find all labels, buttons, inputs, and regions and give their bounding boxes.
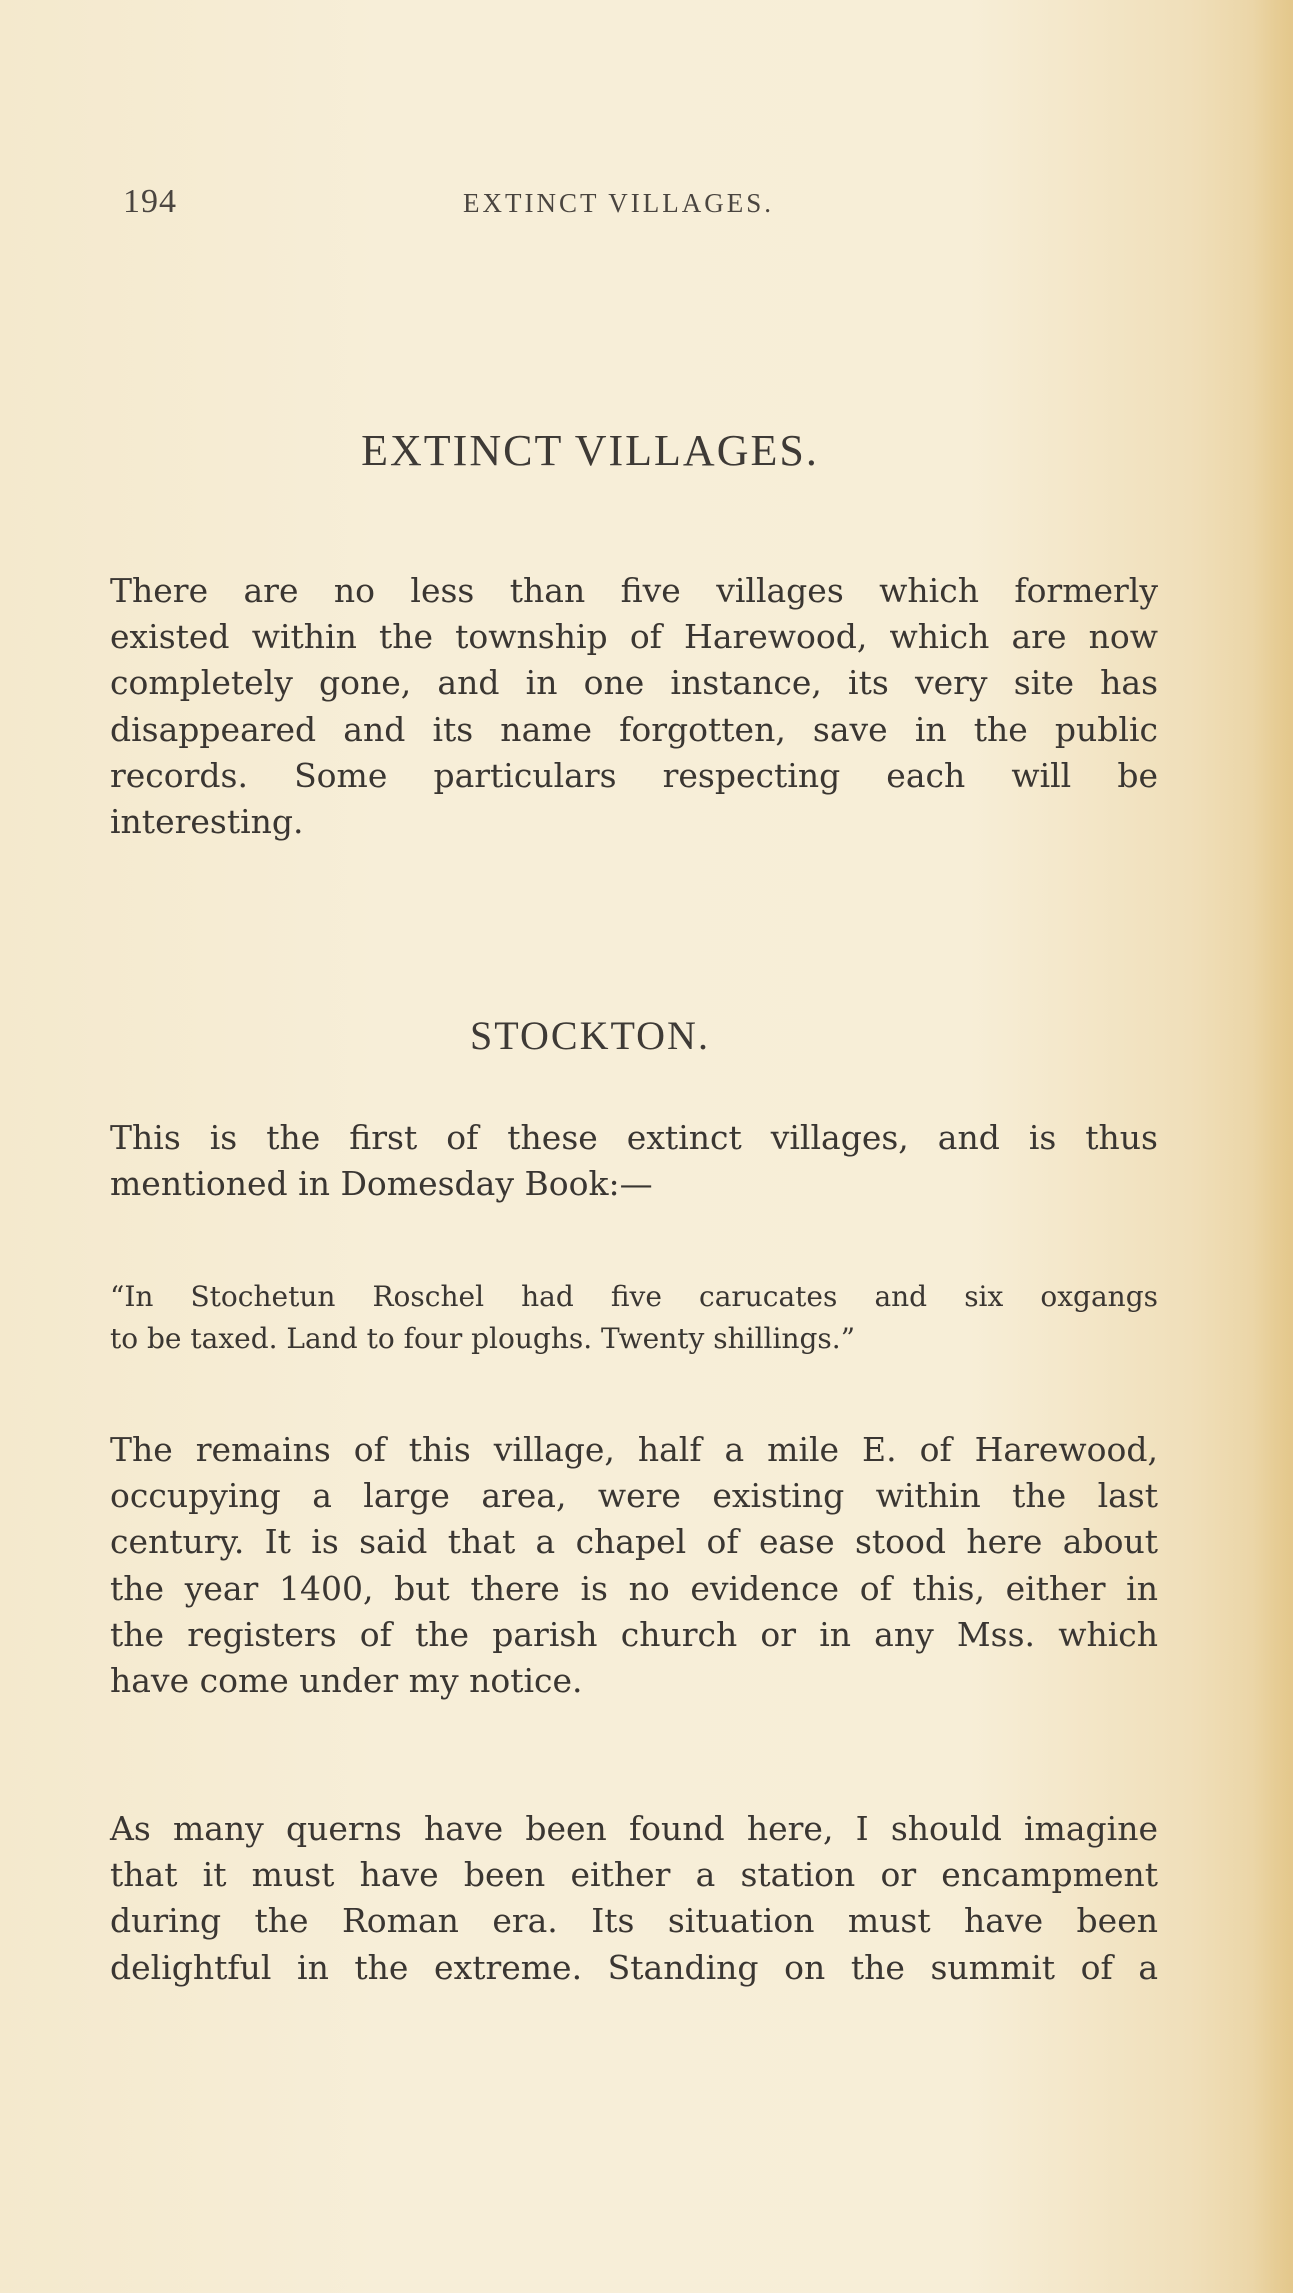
paragraph-remains — [110, 1427, 1158, 1704]
chapter-heading: EXTINCT VILLAGES. — [361, 426, 819, 475]
text-line: occupying a large area, were existing within the last — [110, 1476, 1158, 1516]
paragraph-intro — [110, 568, 1158, 845]
page-number: 194 — [123, 183, 177, 220]
text-line: to be taxed. Land to four ploughs. Twenty shillings.” — [110, 1322, 856, 1355]
text-line: the year 1400, but there is no evidence of this, either in — [110, 1568, 1158, 1608]
text-line: records. Some particulars respecting each will be — [110, 755, 1158, 795]
text-line: The remains of this village, half a mile E. of Harewood, — [110, 1430, 1158, 1469]
running-head — [123, 183, 1203, 233]
paragraph-querns — [110, 1806, 1158, 1991]
paragraph-stockton-intro — [110, 1115, 1158, 1207]
text-line: disappeared and its name forgotten, save in the public — [110, 709, 1158, 749]
section-heading: STOCKTON. — [470, 1013, 710, 1058]
text-line: during the Roman era. Its situation must have been — [110, 1901, 1158, 1941]
text-line: completely gone, and in one instance, its very site has — [110, 663, 1158, 703]
text-line: that it must have been either a station or encampment — [110, 1855, 1158, 1895]
text-line: interesting. — [110, 802, 304, 842]
text-line: mentioned in Domesday Book:— — [110, 1164, 653, 1204]
text-line: As many querns have been found here, I should imagine — [110, 1809, 1158, 1848]
text-line: century. It is said that a chapel of ease stood here about — [110, 1522, 1158, 1562]
text-line: existed within the township of Harewood, which are now — [110, 617, 1158, 657]
page-edge-shading — [1253, 0, 1293, 2293]
paragraph-domesday-quote — [110, 1276, 1158, 1360]
text-line: have come under my notice. — [110, 1661, 583, 1701]
text-line: the registers of the parish church or in any Mss. which — [110, 1614, 1158, 1654]
text-line: “In Stochetun Roschel had five carucates and six oxgangs — [110, 1280, 1158, 1313]
text-line: This is the first of these extinct villages, and is thus — [110, 1118, 1158, 1157]
text-line: delightful in the extreme. Standing on the summit of a — [110, 1947, 1158, 1987]
running-title: EXTINCT VILLAGES. — [463, 188, 774, 218]
text-line: There are no less than five villages which formerly — [110, 571, 1158, 610]
